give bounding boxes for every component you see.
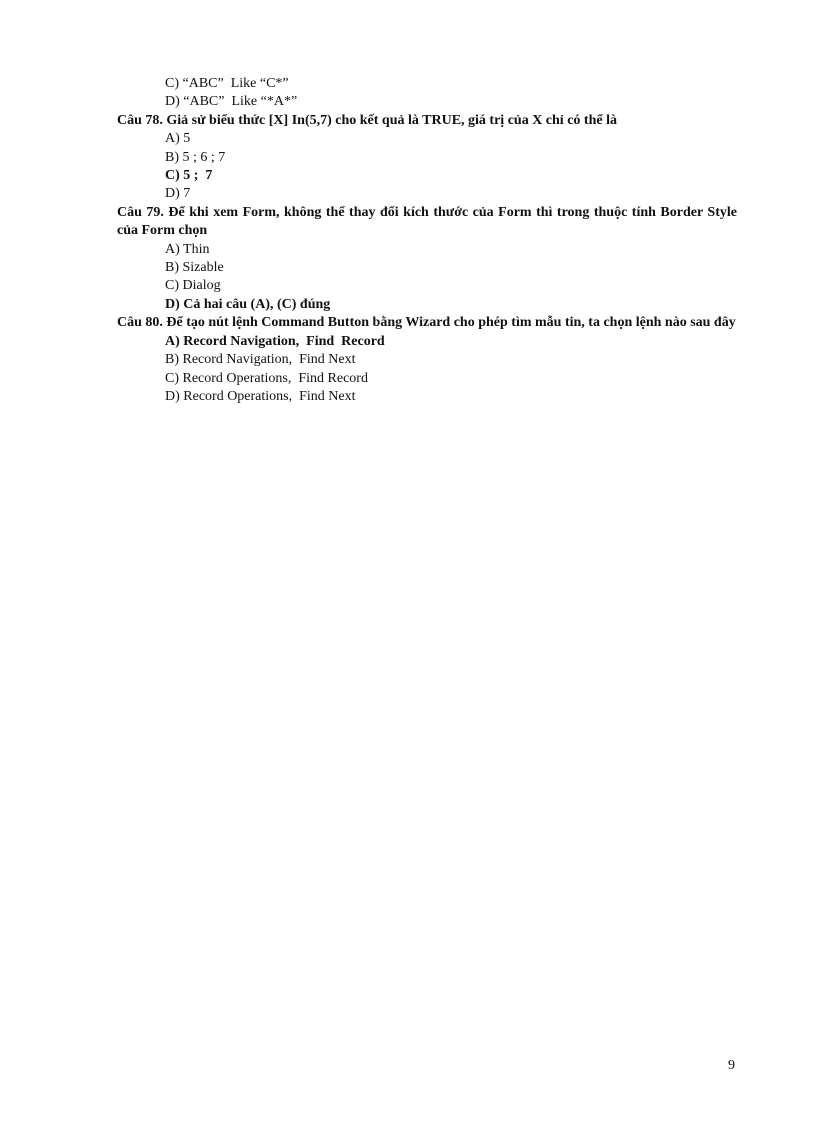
option-78-b: B) 5 ; 6 ; 7 [165,149,226,165]
option-78-d: D) 7 [165,186,191,202]
question-number: Câu 80. [117,315,163,331]
question-text: Để tạo nút lệnh Command Button bằng Wizard cho phép tìm mẫu tin, ta chọn lệnh nào sau đây [162,315,736,331]
option-80-d: D) Record Operations, Find Next [165,388,356,404]
option-79-a: A) Thin [165,241,210,257]
question-number: Câu 79. [117,204,164,220]
option-leading-c: C) “ABC” Like “C*” [165,76,289,91]
option-78-a: A) 5 [165,131,191,147]
page-number: 9 [728,1058,735,1073]
question-80 [117,314,737,332]
option-79-c: C) Dialog [165,278,221,294]
question-text: Để khi xem Form, không thể thay đổi kích thước của Form thì trong thuộc tính Border Style của Form chọn [117,204,737,239]
question-79 [117,204,737,241]
option-79-d-correct: D) Cả hai câu (A), (C) đúng [165,296,331,312]
option-80-c: C) Record Operations, Find Record [165,370,368,386]
option-78-c-correct: C) 5 ; 7 [165,168,213,184]
question-block-79 [117,204,737,314]
option-80-b: B) Record Navigation, Find Next [165,352,356,368]
option-80-a-correct: A) Record Navigation, Find Record [165,333,385,349]
option-leading-d: D) “ABC” Like “*A*” [165,94,298,110]
option-79-b: B) Sizable [165,260,224,276]
document-body [117,75,737,406]
leading-options [117,75,737,112]
question-78 [117,112,737,130]
question-number: Câu 78. [117,112,163,128]
question-block-78 [117,112,737,204]
question-text: Giả sử biểu thức [X] In(5,7) cho kết quả là TRUE, giá trị của X chỉ có thể là [162,112,617,128]
question-block-80 [117,314,737,406]
